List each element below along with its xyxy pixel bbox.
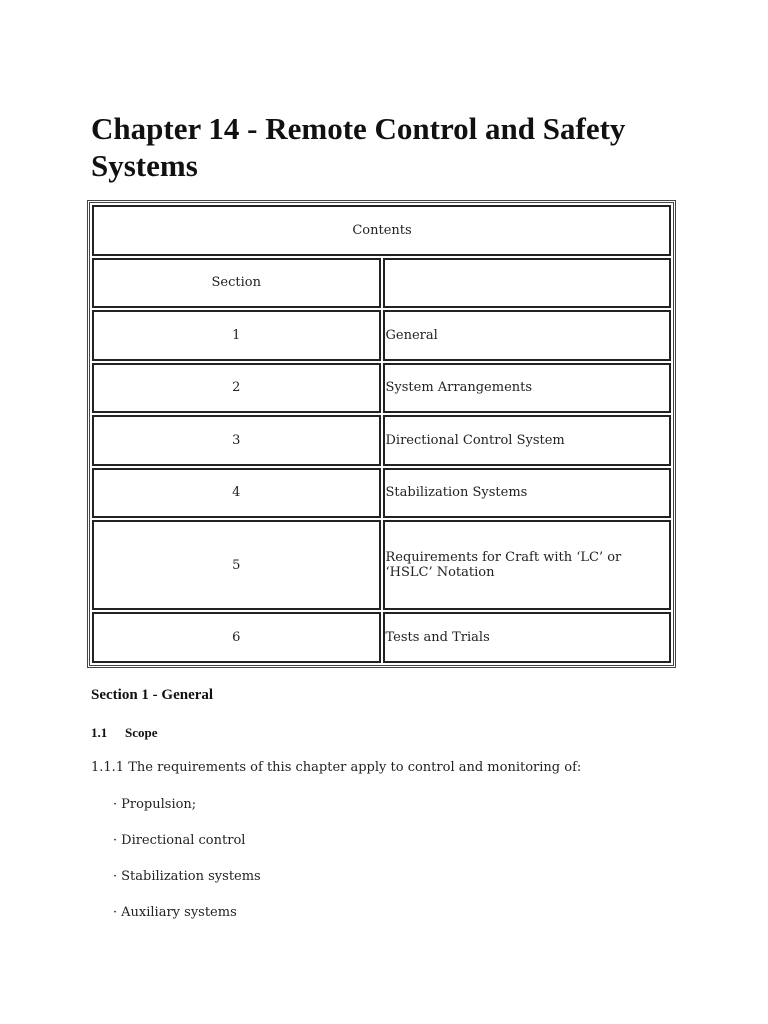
list-item-text: Directional control [121,833,246,848]
section-number: 3 [92,415,381,466]
contents-table [87,200,676,668]
list-item-text: Stabilization systems [121,869,261,884]
contents-heading: Contents [92,205,671,256]
subsection-title: Scope [125,725,158,740]
list-item-text: Auxiliary systems [121,905,237,920]
section-number: 4 [92,468,381,519]
section-title: Directional Control System [383,415,672,466]
list-item-text: Propulsion; [121,797,197,812]
table-row [92,520,671,610]
table-row [92,310,671,361]
bullet-dot-icon: · [113,905,118,920]
scope-bullet-list [113,796,261,940]
bullet-dot-icon: · [113,869,118,884]
list-item [113,868,261,904]
section-title: Stabilization Systems [383,468,672,519]
subsection-heading [91,725,158,741]
bullet-dot-icon: · [113,797,118,812]
chapter-title: Chapter 14 - Remote Control and Safety Systems [91,111,626,183]
subsection-number: 1.1 [91,725,108,740]
list-item [113,904,261,940]
table-row [92,468,671,519]
section-number: 1 [92,310,381,361]
list-item [113,796,261,832]
section-title: Tests and Trials [383,612,672,663]
table-row [92,612,671,663]
contents-header-row [92,205,671,256]
section-number: 6 [92,612,381,663]
section-number: 5 [92,520,381,610]
column-title-header [383,258,672,309]
list-item [113,832,261,868]
contents-columns-row [92,258,671,309]
section-title: General [383,310,672,361]
section-title: Requirements for Craft with ‘LC’ or ‘HSLC’ Notation [383,520,672,610]
table-row [92,363,671,414]
section-number: 2 [92,363,381,414]
scope-paragraph: 1.1.1 The requirements of this chapter apply to control and monitoring of: [91,760,582,775]
table-row [92,415,671,466]
section-title: System Arrangements [383,363,672,414]
bullet-dot-icon: · [113,833,118,848]
section-heading: Section 1 - General [91,687,214,703]
column-section-header: Section [92,258,381,309]
